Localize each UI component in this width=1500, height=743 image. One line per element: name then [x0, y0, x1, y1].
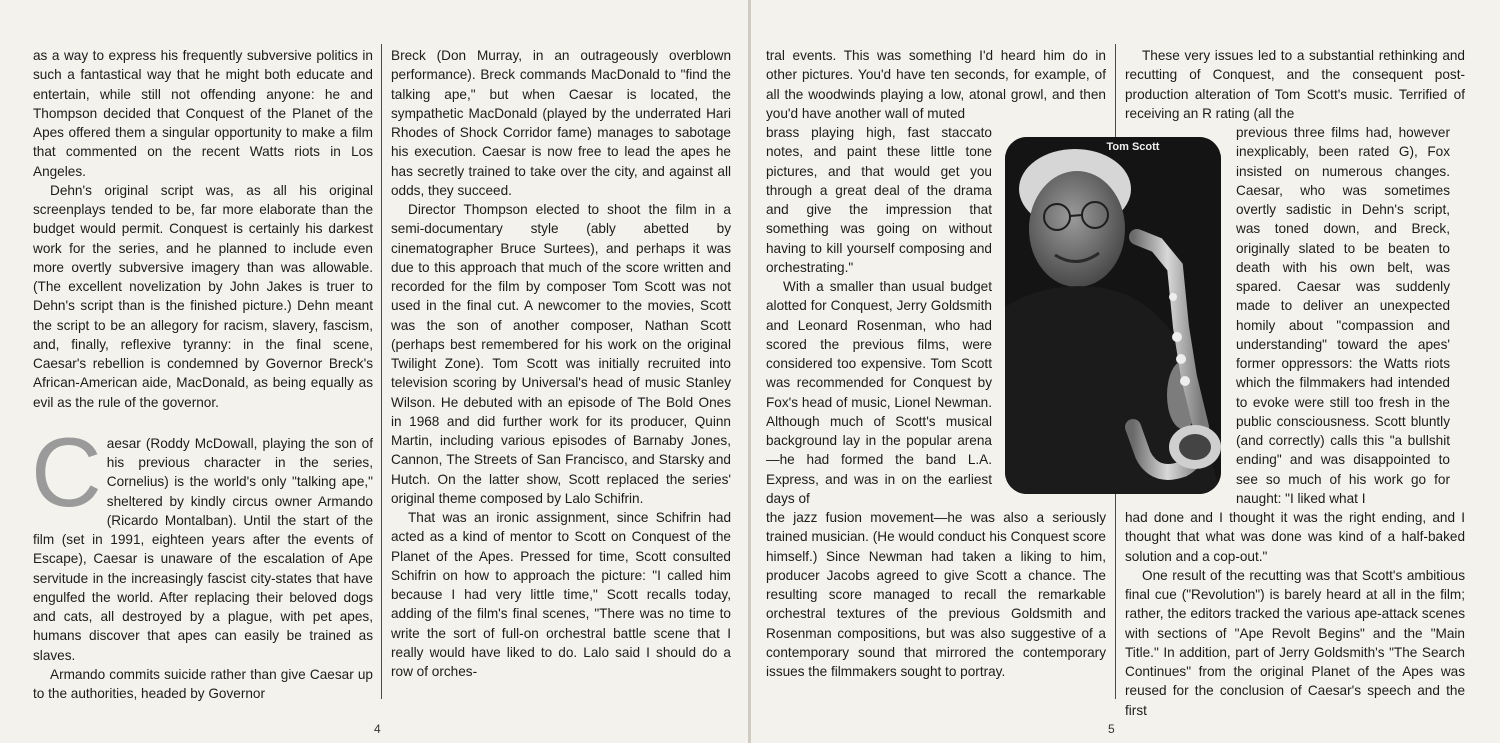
saxophonist-portrait-image	[1005, 137, 1221, 494]
page-number: 4	[374, 722, 381, 736]
paragraph-with-dropcap	[31, 416, 373, 665]
paragraph: brass playing high, fast staccato notes, and paint these little tone pictures, and that would get you through a great deal of the drama and give the impression that something was going on without having to kill yourself composing and orchestrating."	[766, 125, 992, 275]
paragraph: Breck (Don Murray, in an outrageously overblown performance). Breck commands MacDonald to "find the talking ape," but when Caesar is located, the sympathetic MacDonald (played by the underrated Hari Rhodes of Shock Corridor fame) manages to sabotage his execution. Caesar is now free to lead the apes he has secretly trained to take over the city, and against all odds, they succeed.	[391, 48, 731, 198]
page-number: 5	[1108, 722, 1115, 736]
drop-cap: C	[31, 416, 99, 527]
column-2	[391, 46, 731, 681]
photo-caption: Tom Scott	[1106, 141, 1160, 153]
paragraph-text: aesar (Roddy McDowall, playing the son of his previous character in the series, Cornelius) is the world's only "talking ape," sheltered by kindly circus owner Armando (Ricardo Montalban). Until the start of the film (set in 1991, eighteen years after the events of Escape), Caesar is unaware of the escalation of Ape servitude in the increasingly fascist city-states that have engulfed the world. After replacing their beloved dogs and cats, all destroyed by a plague, with pet apes, humans discover that apes can easily be trained as slaves.	[33, 435, 373, 663]
paragraph: previous three films had, however inexplicably, been rated G), Fox insisted on numerous changes. Caesar, who was sometimes overtly sadistic in Dehn's script, was toned down, and Breck, originally slated to be beaten to death with his own belt, was spared. Caesar was suddenly made to deliver an unexpected homily about "compassion and understanding" toward the apes' former oppressors: the Watts riots which the filmmakers had intended to evoke were still too fresh in the public consciousness. Scott bluntly (and correctly) calls this "a bullshit ending" and was disappointed to see so much of his work go for naught: "I liked what I	[1236, 125, 1450, 506]
paragraph: Armando commits suicide rather than give Caesar up to the authorities, headed by Governor	[33, 666, 373, 701]
wrapped-text-block	[1236, 123, 1450, 508]
paragraph: One result of the recutting was that Scott's ambitious final cue ("Revolution") is barely heard at all in the film; rather, the editors tracked the various ape-attack scenes with sections of "Ape Revolt Begins" and the "Main Title." In addition, part of Jerry Goldsmith's "The Search Continues" from the original Planet of the Apes was reused for the conclusion of Caesar's speech and the first	[1125, 567, 1465, 718]
paragraph: as a way to express his frequently subversive politics in such a fantastical way that he might both educate and entertain, while still not offending anyone: he and Thompson decided that Conquest of the Planet of the Apes offered them a singular opportunity to make a film that commented on the recent Watts riots in Los Angeles.	[33, 48, 373, 179]
paragraph: With a smaller than usual budget alotted for Conquest, Jerry Goldsmith and Leonard Rosenman, who had scored the previous films, were considered too expensive. Tom Scott was recommended for Conquest by Fox's head of music, Lionel Newman. Although much of Scott's musical background lay in the popular arena—he had formed the band L.A. Express, and was in on the earliest days of	[766, 279, 992, 506]
column-divider	[381, 44, 382, 699]
left-page	[0, 0, 748, 743]
paragraph: the jazz fusion movement—he was also a seriously trained musician. (He would conduct his Conquest score himself.) Since Newman had taken a liking to him, producer Jacobs agreed to give Scott a chance. The resulting score managed to recall the remarkable orchestral textures of the previous Goldsmith and Rosenman compositions, but was also suggestive of a contemporary sound that mirrored the contemporary issues the filmmakers sought to portray.	[766, 510, 1106, 679]
column-1	[33, 46, 373, 703]
paragraph: That was an ironic assignment, since Schifrin had acted as a kind of mentor to Scott on Conquest of the Planet of the Apes. Pressed for time, Scott consulted Schifrin on how to approach the picture: "I called him because I had very little time," Scott recalls today, adding of the film's final scenes, "There was no time to write the sort of full-on orchestral battle scene that I really would have liked to do. Lalo said I should do a row of orches-	[391, 510, 731, 679]
paragraph: These very issues led to a substantial rethinking and recutting of Conquest, and the consequent post-production alteration of Tom Scott's music. Terrified of receiving an R rating (all the	[1125, 48, 1465, 121]
tom-scott-photo	[1005, 137, 1221, 494]
paragraph: Director Thompson elected to shoot the film in a semi-documentary style (ably abetted by cinematographer Bruce Surtees), and perhaps it was due to this approach that much of the score written and recorded for the film by composer Tom Scott was not used in the final cut. A newcomer to the movies, Scott was the son of another composer, Nathan Scott (perhaps best remembered for his work on the original Twilight Zone). Tom Scott was initially recruited into television scoring by Universal's head of music Stanley Wilson. He debuted with an episode of The Bold Ones in 1968 and did further work for its producer, Quinn Martin, including various episodes of Barnaby Jones, Cannon, The Streets of San Francisco, and Starsky and Hutch. On the latter show, Scott replaced the series' original theme composed by Lalo Schifrin.	[391, 202, 731, 506]
paragraph: tral events. This was something I'd heard him do in other pictures. You'd have ten seconds, for example, of all the woodwinds playing a low, atonal growl, and then you'd have another wall of muted	[766, 48, 1106, 121]
paragraph: Dehn's original script was, as all his original screenplays tended to be, far more elaborate than the budget would permit. Conquest is certainly his darkest work for the series, and he planned to include even more overtly subversive imagery than was allowable. (The excellent novelization by John Jakes is truer to Dehn's script than is the finished picture.) Dehn meant the script to be an allegory for racism, slavery, fascism, and, finally, reflexive tyranny: in the final scene, Caesar's rebellion is condemned by Governor Breck's African-American aide, MacDonald, as being equally as evil as the rule of the governor.	[33, 182, 373, 410]
wrapped-text-block	[766, 123, 992, 508]
paragraph: had done and I thought it was the right ending, and I thought that what was done was kind of a half-baked solution and a cop-out."	[1125, 510, 1465, 564]
